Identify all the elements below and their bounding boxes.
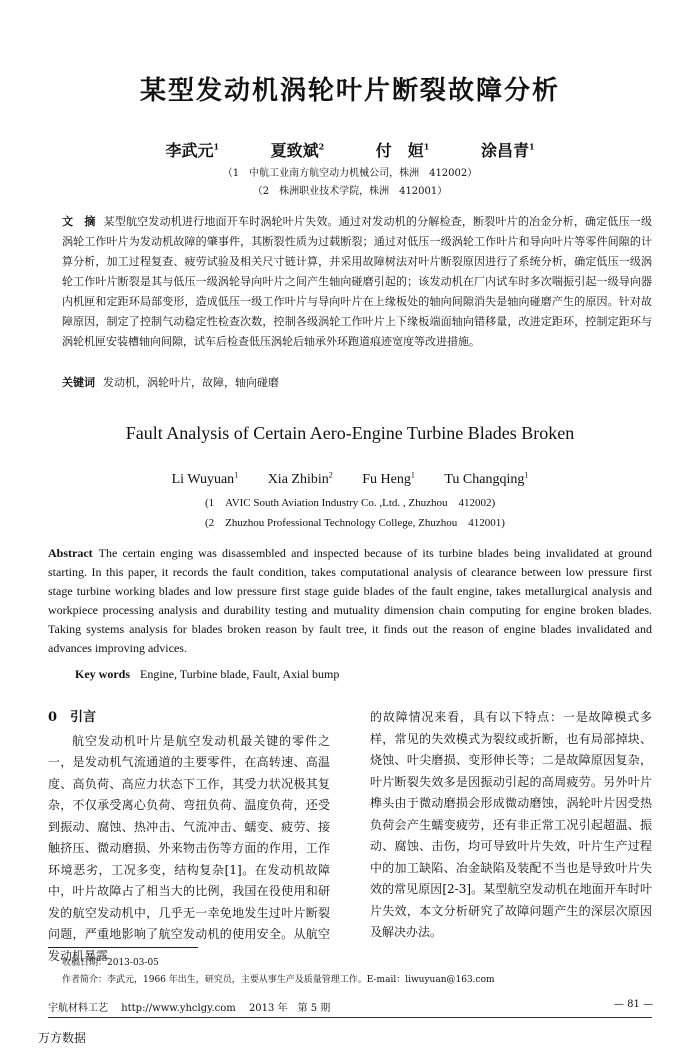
author-en: Tu Changqing$^1$ [444,470,529,487]
footer-rule [48,1017,652,1018]
keywords-cn [62,374,652,390]
keywords-en-label: Key words [75,667,130,681]
keywords-cn-text: 发动机，涡轮叶片，故障，轴向碰磨 [103,376,279,389]
body-column-right [370,707,652,944]
keywords-cn-label: 关键词 [62,376,95,389]
page-number: — 81 — [614,999,654,1010]
author-en: Fu Heng$^1$ [362,470,415,487]
author-list-cn [0,138,700,161]
section-heading: 0 引言 [48,710,97,725]
affiliation-cn-2: （2 株洲职业技术学院，株洲 412001） [252,186,448,197]
abstract-cn [62,212,652,352]
footnote-author: 作者简介：李武元，1966 年出生，研究员，主要从事生产及质量管理工作。E-mail：liwuyuan@163.com [62,975,495,985]
author-cn: 付 姮$^1$ [375,141,430,160]
journal-footer [48,999,340,1014]
author-en: Xia Zhibin$^2$ [267,470,333,487]
footnote-rule [48,947,198,948]
watermark-text: 万方数据 [38,1031,87,1045]
affiliation-en-1: (1 AVIC South Aviation Industry Co. ,Ltd. , Zhuzhou 412002) [205,497,496,509]
author-en: Li Wuyuan$^1$ [171,470,239,487]
affiliation-cn-1: （1 中航工业南方航空动力机械公司，株洲 412002） [222,168,478,179]
intro-paragraph-left: 航空发动机叶片是航空发动机最关键的零件之一，是发动机气流通道的主要零件，在高转速、高温度、高负荷、高应力状态下工作，其受力状况极其复杂，不仅承受离心负荷、弯扭负荷、温度负荷，还受到振动、腐蚀、热冲击、气流冲击、蠕变、疲劳、接触挤压、微动磨损、外来物击伤等方面的作用，工作环境恶劣，工况多变，结构复杂[1]。在发动机故障中，叶片故障占了相当大的比例，我国在役使用和研发的航空发动机中，几乎无一幸免地发生过叶片断裂问题，严重地影响了航空发动机的使用安全。从航空发动机暴露 [48,733,330,963]
author-list-en [0,470,700,488]
abstract-cn-label: 文 摘 [62,215,96,228]
body-column-left [48,707,330,967]
paper-title-cn: 某型发动机涡轮叶片断裂故障分析 [139,76,560,106]
paper-title-en: Fault Analysis of Certain Aero-Engine Turbine Blades Broken [125,423,575,443]
journal-issue: 2013 年 第 5 期 [248,1003,331,1014]
author-cn: 涂昌青$^1$ [480,141,535,160]
author-cn: 李武元$^1$ [165,141,220,160]
abstract-en [48,544,652,658]
footnote-received: 收稿日期：2013-03-05 [62,958,159,968]
intro-paragraph-right: 的故障情况来看，具有以下特点：一是故障模式多样，常见的失效模式为裂纹或折断，也有局部掉块、烧蚀、叶尖磨损、变形伸长等；二是故障原因复杂，叶片断裂失效多是因振动引起的高周疲劳。另外叶片榫头由于微动磨损会形成微动磨蚀，涡轮叶片因受热负荷会产生蠕变疲劳，还有非正常工况引起超温、振动、腐蚀、击伤，均可导致叶片失效，叶片生产过程中的加工缺陷、冶金缺陷及装配不当也是导致叶片失效的常见原因[2-3]。某型航空发动机在地面开车时叶片失效，本文分析研究了故障问题产生的深层次原因及解决办法。 [370,710,652,939]
abstract-en-text: The certain enging was disassembled and inspected because of its turbine blades being invalidated at ground starting. In this paper, it records the fault condition, takes computational analysis of clearance between low pressure first stage turbine working blades and low pressure first stage guide blades of the fault engine, takes metallurgical analysis and workpiece processing analysis and durability testing and mutuality dimension chain computing for engine broken blades. Taking systems analysis for blades broken reason by fault tree, it finds out the reason of engine blades invalidated and advances improving advices. [48,546,652,655]
journal-url: http://www.yhclgy.com [121,1003,236,1014]
keywords-en-text: Engine, Turbine blade, Fault, Axial bump [140,667,340,681]
author-cn: 夏致斌$^2$ [270,141,325,160]
journal-name: 宇航材料工艺 [48,1003,108,1014]
abstract-cn-text: 某型航空发动机进行地面开车时涡轮叶片失效。通过对发动机的分解检查，断裂叶片的冶金分析，确定低压一级涡轮工作叶片为发动机故障的肇事件，其断裂性质为过载断裂；通过对低压一级涡轮工作叶片和导向叶片等零件间隙的计算分析，加工过程复查、疲劳试验及相关尺寸链计算，并采用故障树法对叶片断裂原因进行了系统分析，确定低压一级涡轮工作叶片断裂是其与低压一级涡轮导向叶片之间产生轴向碰磨引起的；该发动机在厂内试车时多次喘振引起一级导向器内机匣和定距环局部变形，造成低压一级工作叶片与导向叶片在上缘板处的轴向间隙消失是轴向碰磨产生的原因。针对故障原因，制定了控制气动稳定性检查次数，控制各级涡轮工作叶片上下缘板端面轴向错移量，改进定距环，控制定距环与涡轮机匣安装槽轴向间隙，试车后检查低压涡轮后轴承外环跑道痕迹宽度等改进措施。 [62,215,653,348]
affiliation-en-2: (2 Zhuzhou Professional Technology College, Zhuzhou 412001) [205,517,505,529]
abstract-en-label: Abstract [48,546,93,560]
keywords-en [75,667,339,682]
